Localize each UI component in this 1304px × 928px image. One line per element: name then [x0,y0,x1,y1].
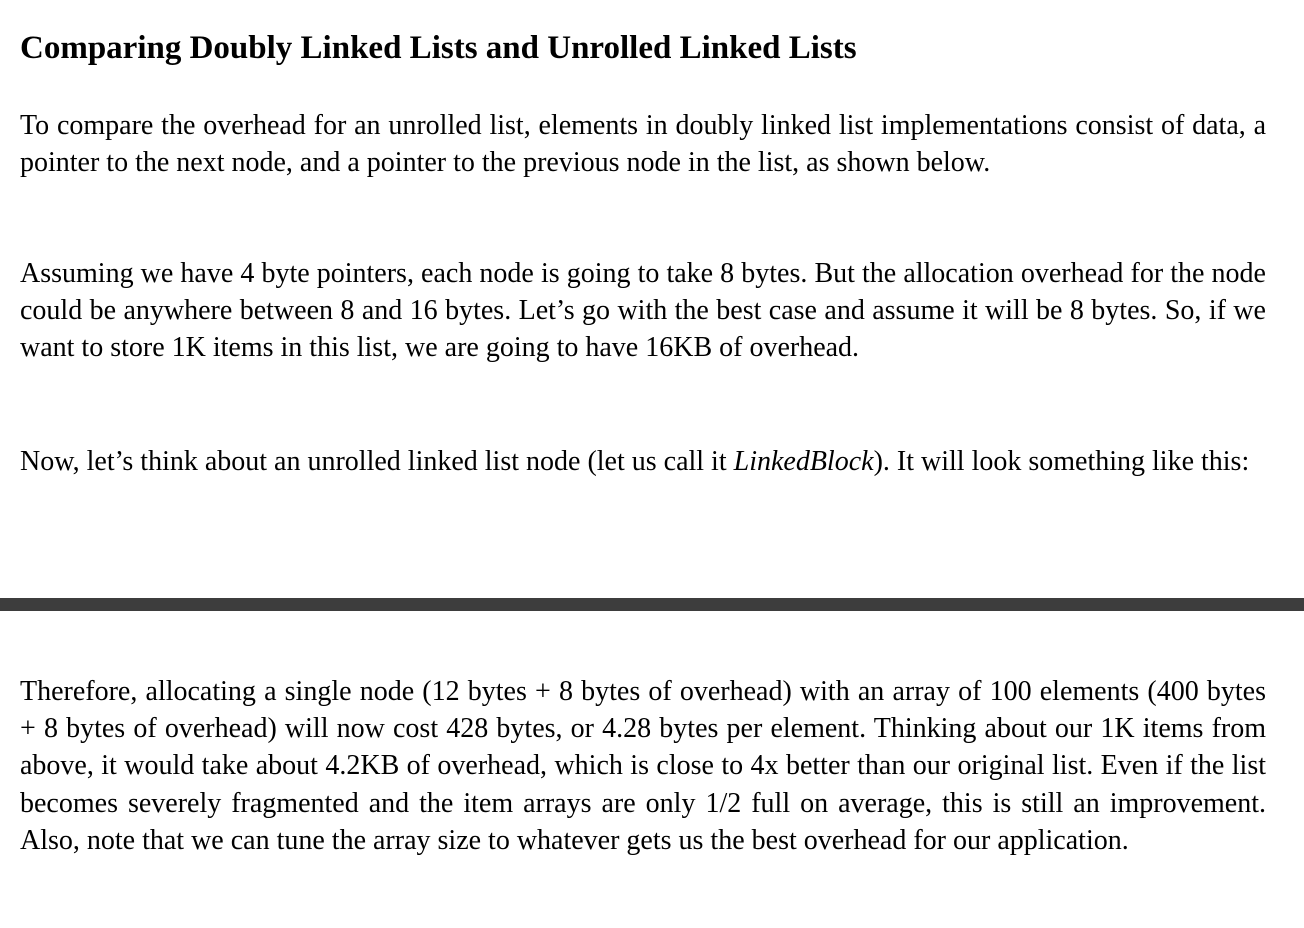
paragraph-linked-block-text-after: ). It will look something like this: [873,446,1250,477]
paragraph-linked-block [20,443,1266,480]
paragraph-intro: To compare the overhead for an unrolled list, elements in doubly linked list implementations consist of data, a pointer to the next node, and a pointer to the previous node in the list, as shown below. [20,110,1266,179]
paragraph-conclusion: Therefore, allocating a single node (12 bytes + 8 bytes of overhead) with an array of 100 elements (400 bytes + 8 bytes of overhead) will now cost 428 bytes, or 4.28 bytes per element. Thinking about our 1K items from above, it would take about 4.2KB of overhead, which is close to 4x better than our original list. Even if the list becomes severely fragmented and the item arrays are only 1/2 full on average, this is still an improvement. Also, note that we can tune the array size to whatever gets us the best overhead for our application. [20,676,1266,856]
page-title: Comparing Doubly Linked Lists and Unrolled Linked Lists [20,30,857,66]
paragraph-pointer-overhead: Assuming we have 4 byte pointers, each node is going to take 8 bytes. But the allocation overhead for the node could be anywhere between 8 and 16 bytes. Let’s go with the best case and assume it will be 8 bytes. So, if we want to store 1K items in this list, we are going to have 16KB of overhead. [20,258,1266,364]
section-divider [0,598,1304,611]
linked-block-term: LinkedBlock [733,446,874,477]
paragraph-linked-block-text-before: Now, let’s think about an unrolled linked list node (let us call it [20,446,734,477]
